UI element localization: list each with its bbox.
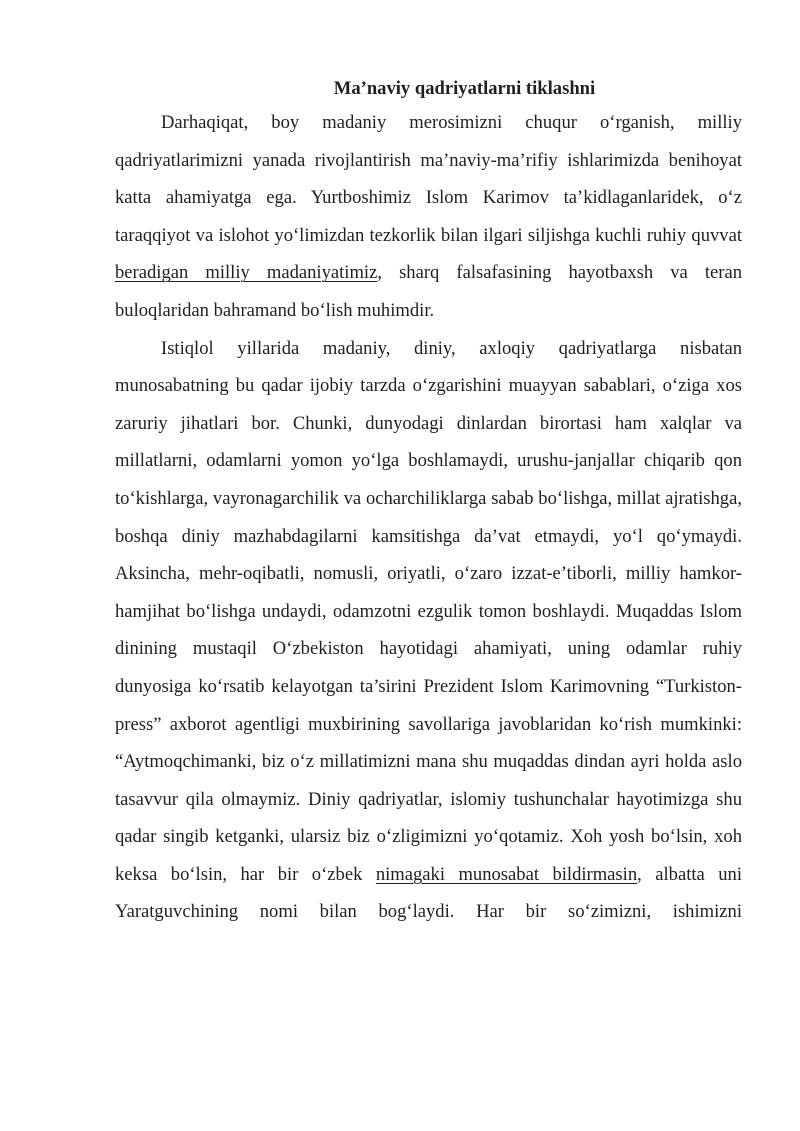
document-page	[115, 74, 742, 931]
paragraph-2	[115, 330, 742, 932]
paragraph-1	[115, 104, 742, 330]
paragraph-1-text-start: Darhaqiqat, boy madaniy merosimizni chuqur o‘rganish, milliy qadriyatlarimizni yanada rivojlantirish ma’naviy-ma’rifiy ishlarimizda benihoyat katta ahamiyatga ega. Yurtboshimiz Islom Karimov ta’kidlaganlaridek, o‘z taraqqiyot va islohot yo‘limizdan tezkorlik bilan ilgari siljishga kuchli ruhiy quvvat	[115, 112, 742, 246]
paragraph-1-text-end: , sharq falsafasining hayotbaxsh va teran buloqlaridan bahramand bo‘lish muhimdir.	[115, 262, 743, 321]
paragraph-2-text-start: Istiqlol yillarida madaniy, diniy, axloqiy qadriyatlarga nisbatan munosabatning bu qadar ijobiy tarzda o‘zgarishini muayyan sabablari, o‘ziga xos zaruriy jihatlari bor. Chunki, dunyodagi dinlardan birortasi ham xalqlar va millatlarni, odamlarni yomon yo‘lga boshlamaydi, urushu-janjallar chiqarib qon to‘kishlarga, vayronagarchilik va ocharchiliklarga sabab bo‘lishga, millat ajratishga, boshqa diniy mazhabdagilarni kamsitishga da’vat etmaydi, yo‘l qo‘ymaydi. Aksincha, mehr-oqibatli, nomusli, oriyatli, o‘zaro izzat-e’tiborli, milliy hamkor-hamjihat bo‘lishga undaydi, odamzotni ezgulik tomon boshlaydi. Muqaddas Islom dinining mustaqil O‘zbekiston hayotidagi ahamiyati, uning odamlar ruhiy dunyosiga ko‘rsatib kelayotgan ta’sirini Prezident Islom Karimovning “Turkiston-press” axborot agentligi muxbirining savollariga javoblaridan ko‘rish mumkinki: “Aytmoqchimanki, biz o‘z millatimizni mana shu muqaddas dindan ayri holda aslo tasavvur qila olmaymiz. Diniy qadriyatlar, islomiy tushunchalar hayotimizga shu qadar singib ketganki, ularsiz biz o‘zligimizni yo‘qotamiz. Xoh yosh bo‘lsin, xoh keksa bo‘lsin, har bir o‘zbek	[115, 337, 742, 885]
document-title: Ma’naviy qadriyatlarni tiklashni	[333, 78, 596, 99]
paragraph-2-underlined-phrase: nimagaki munosabat bildirmasin	[375, 863, 638, 885]
paragraph-1-underlined-phrase: beradigan milliy madaniyatimiz	[115, 262, 378, 284]
paragraph-2-text-end: , albatta uni Yaratguvchining nomi bilan bog‘laydi. Har bir so‘zimizni, ishimizni	[115, 863, 742, 923]
